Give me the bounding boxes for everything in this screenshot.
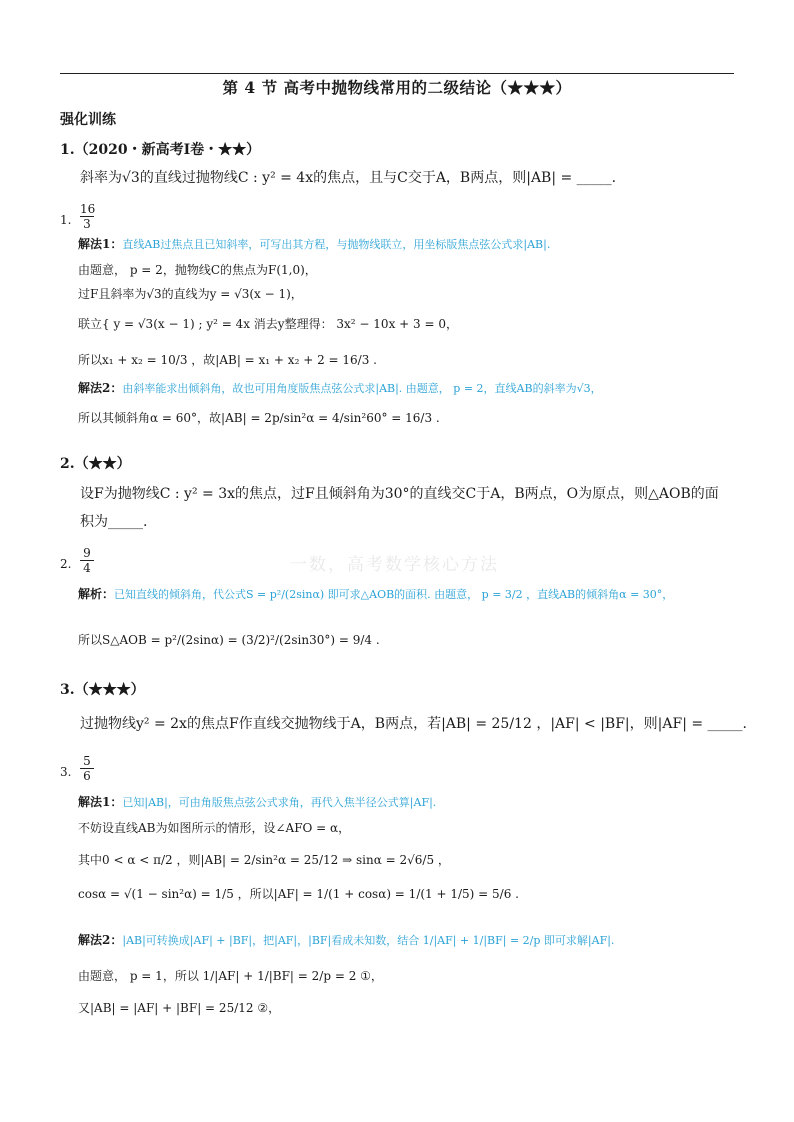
p1-solution-line bbox=[78, 236, 550, 253]
p1-solution-line: 由题意， p = 2，抛物线C的焦点为F(1,0)， bbox=[78, 263, 317, 277]
problem-3-answer-label: 3. bbox=[60, 765, 72, 779]
p2-solution-line: 所以S△AOB = p²/(2sinα) = (3/2)²/(2sin30°) = 9/4 . bbox=[78, 633, 380, 647]
answer-denominator: 4 bbox=[83, 561, 91, 575]
answer-numerator: 16 bbox=[80, 202, 96, 216]
p3-solution-line: 又|AB| = |AF| + |BF| = 25/12 ②， bbox=[78, 1001, 281, 1015]
problem-2-tag: 2.（★★） bbox=[60, 456, 131, 472]
solution-lead: 解法1： bbox=[78, 795, 123, 809]
p3-solution-line bbox=[78, 794, 436, 811]
p3-solution-line: cosα = √(1 − sin²α) = 1/5 ，所以|AF| = 1/(1 + cosα) = 1/(1 + 1/5) = 5/6 . bbox=[78, 887, 519, 901]
problem-2-answer-fraction bbox=[80, 546, 94, 575]
problem-1-answer-label: 1. bbox=[60, 213, 72, 227]
problem-2-statement: 设F为抛物线C : y² = 3x的焦点，过F且倾斜角为30°的直线交C于A，B两点，O为原点，则△AOB的面 bbox=[80, 486, 719, 502]
solution-lead: 解法1： bbox=[78, 237, 123, 251]
answer-denominator: 3 bbox=[83, 217, 91, 231]
problem-1-answer-fraction bbox=[80, 202, 94, 231]
problem-2-statement-cont: 积为_____. bbox=[80, 514, 148, 530]
p3-solution-line: 不妨设直线AB为如图所示的情形，设∠AFO = α， bbox=[78, 821, 351, 835]
solution-lead: 解析： bbox=[78, 587, 115, 601]
problem-3-answer-fraction bbox=[80, 754, 94, 783]
p1-solution-line: 所以其倾斜角α = 60°，故|AB| = 2p/sin²α = 4/sin²60° = 16/3 . bbox=[78, 411, 440, 425]
problem-3-tag: 3.（★★★） bbox=[60, 682, 145, 698]
problem-2-answer-label: 2. bbox=[60, 557, 72, 571]
title-rule bbox=[60, 73, 734, 74]
answer-numerator: 5 bbox=[80, 754, 94, 769]
solution-hint: 直线AB过焦点且已知斜率，可写出其方程，与抛物线联立，用坐标版焦点弦公式求|AB|. bbox=[122, 238, 551, 251]
p1-solution-line: 联立{ y = √3(x − 1) ; y² = 4x 消去y整理得： 3x² − 10x + 3 = 0， bbox=[78, 317, 458, 331]
p1-solution-line: 过F且斜率为√3的直线为y = √3(x − 1)， bbox=[78, 287, 303, 301]
answer-numerator: 9 bbox=[80, 546, 94, 561]
solution-hint: 由斜率能求出倾斜角，故也可用角度版焦点弦公式求|AB|. 由题意， p = 2，直线AB的斜率为√3， bbox=[122, 382, 602, 395]
p3-solution-line bbox=[78, 932, 614, 949]
p1-solution-line bbox=[78, 380, 602, 397]
page-title: 第 4 节 高考中抛物线常用的二级结论（★★★） bbox=[222, 78, 572, 97]
section-heading: 强化训练 bbox=[60, 112, 116, 128]
solution-hint: |AB|可转换成|AF| + |BF|，把|AF|，|BF|看成未知数，结合 1/|AF| + 1/|BF| = 2/p 即可求解|AF|. bbox=[122, 934, 615, 947]
p1-solution-line: 所以x₁ + x₂ = 10/3 ，故|AB| = x₁ + x₂ + 2 = 16/3 . bbox=[78, 353, 377, 367]
solution-lead: 解法2： bbox=[78, 381, 123, 395]
solution-lead: 解法2： bbox=[78, 933, 123, 947]
p3-solution-line: 其中0 < α < π/2 ，则|AB| = 2/sin²α = 25/12 ⇒ sinα = 2√6/5 ， bbox=[78, 853, 450, 867]
p2-solution-line bbox=[78, 586, 673, 603]
answer-denominator: 6 bbox=[83, 769, 91, 783]
p3-solution-line: 由题意， p = 1，所以 1/|AF| + 1/|BF| = 2/p = 2 ①， bbox=[78, 969, 383, 983]
problem-3-statement: 过抛物线y² = 2x的焦点F作直线交抛物线于A，B两点，若|AB| = 25/12 ，|AF| < |BF|，则|AF| = _____. bbox=[80, 716, 747, 732]
watermark: 一数，高考数学核心方法 bbox=[290, 555, 499, 575]
solution-hint: 已知直线的倾斜角，代公式S = p²/(2sinα) 即可求△AOB的面积. 由题意， p = 3/2 ，直线AB的倾斜角α = 30°， bbox=[114, 588, 674, 601]
problem-1-tag: 1.（2020・新高考Ⅰ卷・★★） bbox=[60, 142, 261, 158]
solution-hint: 已知|AB|，可由角版焦点弦公式求角，再代入焦半径公式算|AF|. bbox=[122, 796, 437, 809]
problem-1-statement: 斜率为√3的直线过抛物线C : y² = 4x的焦点，且与C交于A，B两点，则|AB| = _____. bbox=[80, 170, 617, 186]
